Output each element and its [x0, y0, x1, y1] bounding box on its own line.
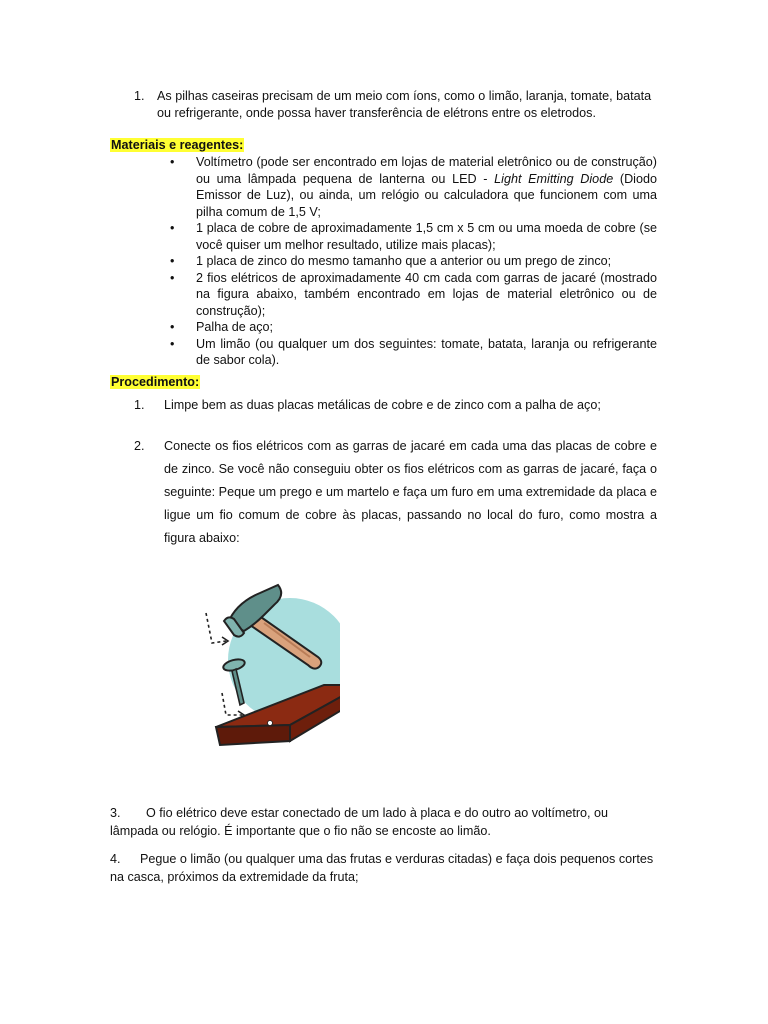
list-item — [170, 336, 657, 369]
bullet-icon: • — [170, 254, 175, 268]
item-text: Um limão (ou qualquer um dos seguintes: tomate, batata, laranja ou refrigerante de sabor cola). — [196, 336, 657, 367]
list-item — [170, 253, 657, 270]
step-2-text: Conecte os fios elétricos com as garras de jacaré em cada uma das placas de cobre e de zinco. Se você não conseguiu obter os fios elétricos com as garras de jacaré, faça o seguinte: Peque um prego e um martelo e faça um furo em uma extremidade da placa e ligue um fio comum de cobre às placas, passando no local do furo, como mostra a figura abaixo: — [164, 439, 657, 545]
step-3-number: 3. — [110, 806, 121, 820]
item-text: Palha de aço; — [196, 320, 274, 334]
bullet-icon: • — [170, 270, 175, 285]
bullet-icon: • — [170, 221, 175, 235]
step-4-number: 4. — [110, 852, 121, 866]
list-item — [170, 319, 657, 336]
step-2-number: 2. — [134, 439, 145, 453]
bullet-icon: • — [170, 320, 175, 334]
materials-heading: Materiais e reagentes: — [111, 138, 244, 152]
step-3 — [110, 804, 655, 840]
step-1-text: Limpe bem as duas placas metálicas de cobre e de zinco com a palha de aço; — [164, 398, 601, 412]
step-4 — [110, 850, 655, 886]
item-text: 1 placa de cobre de aproximadamente 1,5 cm x 5 cm ou uma moeda de cobre (se você quiser um melhor resultado, utilize mais placas); — [196, 221, 657, 252]
step-3-text: O fio elétrico deve estar conectado de um lado à placa e do outro ao voltímetro, ou lâmpada ou relógio. É importante que o fio não se encoste ao limão. — [110, 806, 609, 838]
item-italic: Light Emitting Diode — [494, 171, 614, 186]
materials-list — [170, 154, 657, 369]
bullet-icon: • — [170, 155, 175, 169]
step-1-number: 1. — [134, 398, 145, 412]
step-4-text: Pegue o limão (ou qualquer uma das frutas e verduras citadas) e faça dois pequenos cortes na casca, próximos da extremidade da fruta; — [110, 852, 654, 884]
item-text: 2 fios elétricos de aproximadamente 40 cm cada com garras de jacaré (mostrado na figura abaixo, também encontrado em lojas de material eletrônico ou de construção); — [196, 270, 657, 318]
bullet-icon: • — [170, 336, 175, 351]
list-item — [170, 154, 657, 220]
item-text: Voltímetro (pode ser encontrado em lojas de material eletrônico ou de construção) ou uma lâmpada pequena de lanterna ou LED - — [196, 155, 657, 186]
list-item — [170, 270, 657, 320]
hammer-nail-illustration — [200, 575, 340, 765]
item-text: 1 placa de zinco do mesmo tamanho que a anterior ou um prego de zinco; — [196, 254, 612, 268]
intro-text: As pilhas caseiras precisam de um meio com íons, como o limão, laranja, tomate, batata ou refrigerante, onde possa haver transferência de elétrons entre os eletrodos. — [157, 89, 652, 120]
intro-number: 1. — [134, 89, 145, 103]
procedure-heading: Procedimento: — [111, 375, 200, 389]
list-item — [170, 220, 657, 253]
item-text: (Diodo Emissor de Luz), ou ainda, um relógio ou calculadora que funcionem com uma pilha comum de 1,5 V; — [196, 171, 657, 219]
hole-icon — [268, 721, 273, 726]
